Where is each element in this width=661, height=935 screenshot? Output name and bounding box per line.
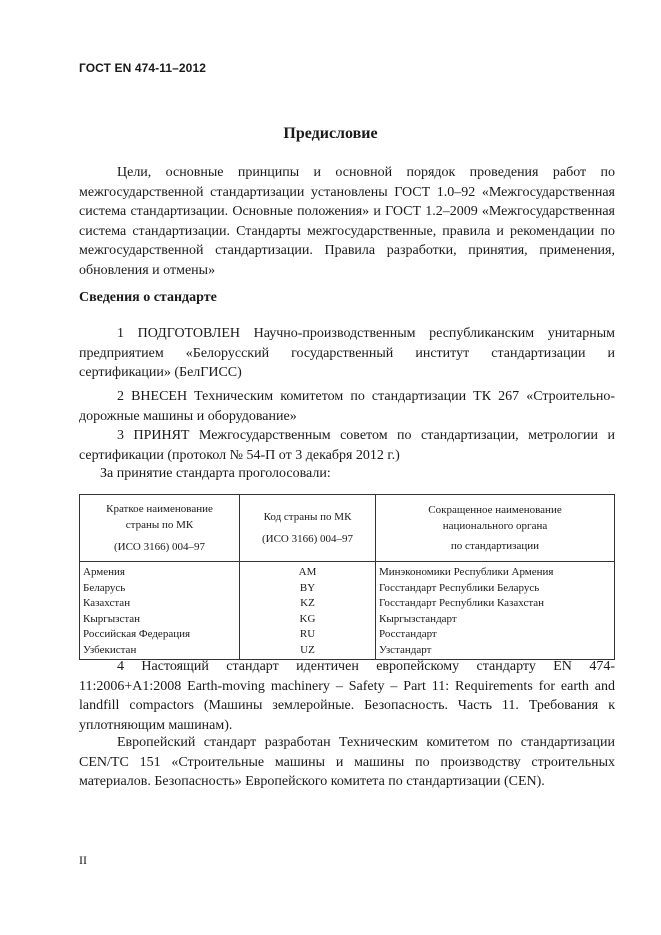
vote-line: За принятие стандарта проголосовали: (100, 466, 331, 481)
table-row (80, 581, 615, 597)
code-cell: BY (240, 581, 376, 597)
body-cell: Кыргызстандарт (376, 612, 615, 628)
document-header: ГОСТ EN 474-11–2012 (79, 61, 206, 75)
table-row (80, 562, 615, 581)
body-cell: Росстандарт (376, 627, 615, 643)
item-4-paragraph: 4 Настоящий стандарт идентичен европейскому стандарту EN 474-11:2006+A1:2008 Earth-moving machinery – Safety – Part 11: Requirements for earth and landfill compactors (Машины землеройные. Безопасность. Часть 11. Требования к уплотняющим машинам). (79, 659, 615, 733)
item-1-paragraph: 1 ПОДГОТОВЛЕН Научно-производственным республиканским унитарным предприятием «Белорусский государственный институт стандартизации и сертификации» (БелГИСС) (79, 326, 615, 380)
body-cell: Госстандарт Республики Беларусь (376, 581, 615, 597)
header-country-line1: Краткое наименование (106, 503, 213, 515)
country-cell: Узбекистан (80, 643, 240, 659)
item-3-paragraph: 3 ПРИНЯТ Межгосударственным советом по стандартизации, метрологии и сертификации (протокол № 54-П от 3 декабря 2012 г.) (79, 428, 615, 463)
country-cell: Беларусь (80, 581, 240, 597)
country-cell: Российская Федерация (80, 627, 240, 643)
body-cell: Госстандарт Республики Казахстан (376, 596, 615, 612)
body-cell: Узстандарт (376, 643, 615, 659)
section-heading: Сведения о стандарте (79, 290, 217, 305)
code-cell: KZ (240, 596, 376, 612)
header-body-line1: Сокращенное наименование (428, 504, 562, 516)
table-row (80, 627, 615, 643)
header-code-line2: (ИСО 3166) 004–97 (261, 533, 354, 545)
code-cell: RU (240, 627, 376, 643)
table-row (80, 596, 615, 612)
code-cell: AM (240, 562, 376, 581)
header-body-line3: по стандартизации (450, 540, 540, 552)
header-body (376, 495, 615, 562)
member-states-table (79, 494, 615, 660)
page-number: II (79, 853, 87, 867)
header-body-line2: национального органа (442, 520, 548, 532)
header-country (80, 495, 240, 562)
header-code (240, 495, 376, 562)
country-cell: Армения (80, 562, 240, 581)
code-cell: UZ (240, 643, 376, 659)
european-standard-paragraph: Европейский стандарт разработан Техническим комитетом по стандартизации CEN/TC 151 «Строительные машины и машины по производству строительных материалов. Безопасность» Европейского комитета по стандартизации (CEN). (79, 735, 615, 789)
country-cell: Казахстан (80, 596, 240, 612)
page-title: Предисловие (283, 125, 378, 142)
item-2-paragraph: 2 ВНЕСЕН Техническим комитетом по стандартизации ТК 267 «Строительно-дорожные машины и оборудование» (79, 389, 615, 424)
header-country-line2: страны по МК (125, 519, 194, 531)
intro-paragraph: Цели, основные принципы и основной порядок проведения работ по межгосударственной стандартизации установлены ГОСТ 1.0–92 «Межгосударственная система стандартизации. Основные положения» и ГОСТ 1.2–2009 «Межгосударственная система стандартизации. Стандарты межгосударственные, правила и рекомендации по межгосударственной стандартизации. Правила разработки, принятия, применения, обновления и отмены» (79, 165, 615, 278)
country-cell: Кыргызстан (80, 612, 240, 628)
header-code-line1: Код страны по МК (263, 511, 352, 523)
body-cell: Минэкономики Республики Армения (376, 562, 615, 581)
code-cell: KG (240, 612, 376, 628)
table-row (80, 612, 615, 628)
table-header-row (80, 495, 615, 562)
header-country-line3: (ИСО 3166) 004–97 (113, 541, 206, 553)
